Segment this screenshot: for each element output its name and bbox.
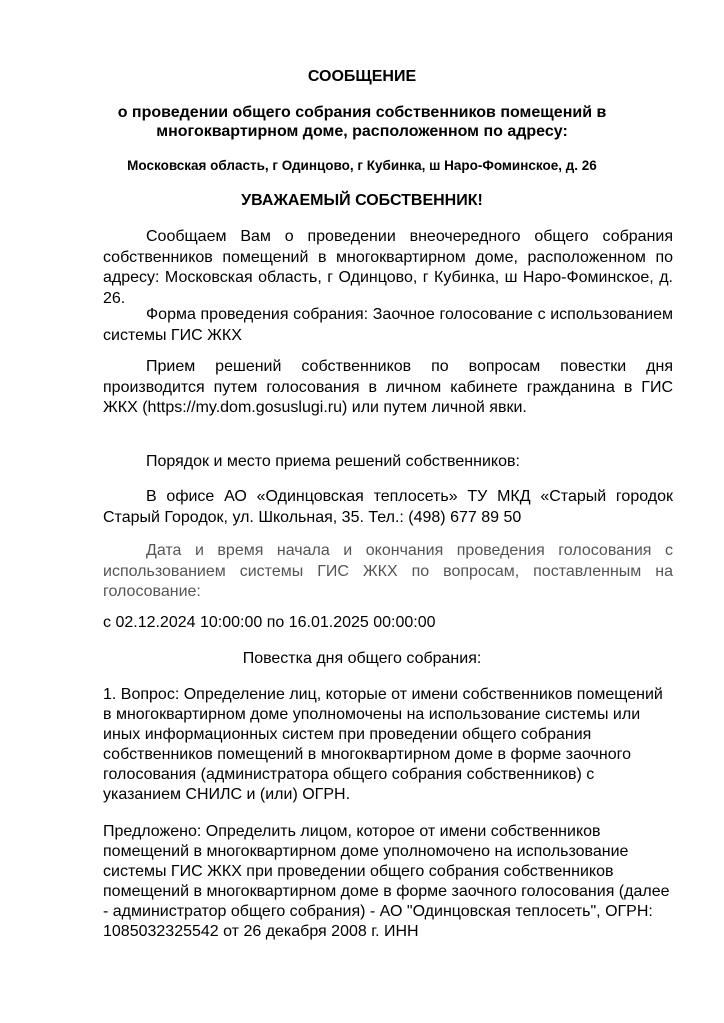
paragraph-meeting-form: Форма проведения собрания: Заочное голосование с использованием системы ГИС ЖКХ xyxy=(103,306,673,344)
paragraph-order-heading: Порядок и место приема решений собственников: xyxy=(146,453,520,470)
agenda-heading: Повестка дня общего собрания: xyxy=(242,650,482,667)
paragraph-voting-dates-heading: Дата и время начала и окончания проведения голосования с использованием системы ГИС ЖКХ по вопросам, поставленным на голосование: xyxy=(103,542,673,600)
subtitle-text: о проведении общего собрания собственников помещений в многоквартирном доме, расположенном по адресу: xyxy=(117,104,607,140)
paragraph-office-address: В офисе АО «Одинцовская теплосеть» ТУ МКД «Старый городок Старый Городок, ул. Школьная, 35. Тел.: (498) 677 89 50 xyxy=(103,488,673,526)
paragraph-decision-reception: Прием решений собственников по вопросам повестки дня производится путем голосования в личном кабинете гражданина в ГИС ЖКХ (https://my.dom.gosuslugi.ru) или путем личной явки. xyxy=(103,358,673,416)
paragraph-notice: Сообщаем Вам о проведении внеочередного общего собрания собственников помещений в многоквартирном доме, расположенном по адресу: Московская область, г Одинцово, г Кубинка, ш Наро-Фоминское, д. 26. xyxy=(103,228,673,307)
voting-period: с 02.12.2024 10:00:00 по 16.01.2025 00:00:00 xyxy=(103,614,436,631)
agenda-question-1: 1. Вопрос: Определение лиц, которые от имени собственников помещений в многоквартирном доме уполномочены на использование системы или иных информационных систем при проведении общего собрания собственников помещений в многоквартирном доме в форме заочного голосования (администратора общего собрания собственников) с указанием СНИЛС и (или) ОГРН. xyxy=(103,686,663,803)
property-address: Московская область, г Одинцово, г Кубинка, ш Наро-Фоминское, д. 26 xyxy=(127,158,597,173)
greeting: УВАЖАЕМЫЙ СОБСТВЕННИК! xyxy=(241,192,483,209)
agenda-proposal-1: Предложено: Определить лицом, которое от имени собственников помещений в многоквартирном доме уполномочено на использование системы ГИС ЖКХ при проведении общего собрания собственников помещений в многоквартирном доме в форме заочного голосования (далее - администратор общего собрания) - АО "Одинцовская теплосеть", ОГРН: 1085032325542 от 26 декабря 2008 г. ИНН xyxy=(103,823,670,940)
document-title: СООБЩЕНИЕ xyxy=(307,68,417,85)
document-subtitle xyxy=(0,103,724,141)
